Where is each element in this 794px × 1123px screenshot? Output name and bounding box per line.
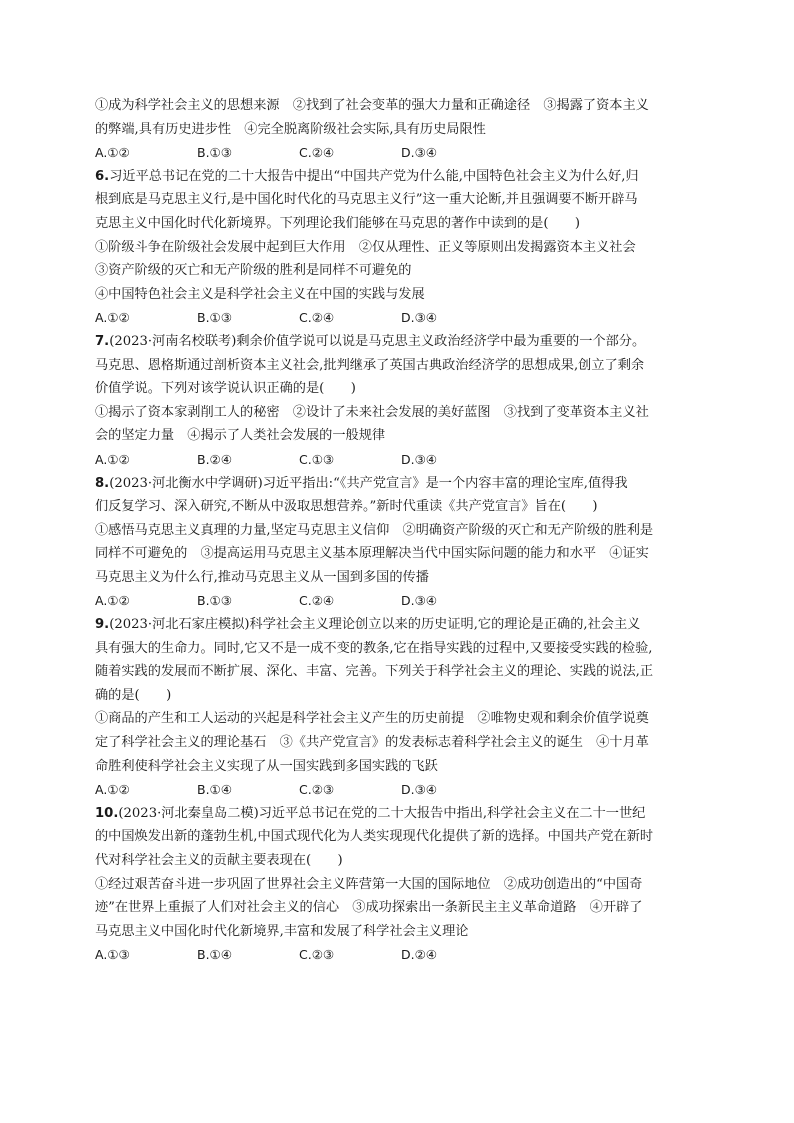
- option-d[interactable]: D.③④: [401, 451, 438, 467]
- question-stem: [95, 472, 705, 496]
- question-line: 同样不可避免的 ③提高运用马克思主义基本原理解决当代中国实际问题的能力和水平 ④证实: [95, 546, 649, 562]
- question-line: 马克思、恩格斯通过剖析资本主义社会,批判继承了英国古典政治经济学的思想成果,创立了剩余: [95, 357, 645, 373]
- option-c[interactable]: C.②③: [299, 947, 335, 963]
- question-line: 随着实践的发展而不断扩展、深化、丰富、完善。下列关于科学社会主义的理论、实践的说法,正: [95, 664, 654, 680]
- question-text: (2023·河南名校联考)剩余价值学说可以说是马克思主义政治经济学中最为重要的一个部分。: [109, 333, 646, 349]
- question-number: 10.: [95, 805, 119, 821]
- question-stem: [95, 165, 705, 189]
- question-line: ①阶级斗争在阶级社会发展中起到巨大作用 ②仅从理性、正义等原则出发揭露资本主义社会: [95, 239, 636, 255]
- question-number: 6.: [95, 168, 110, 184]
- question-line: 命胜利使科学社会主义实现了从一国实践到多国实践的飞跃: [95, 758, 438, 774]
- answer-options: [95, 306, 705, 330]
- option-a[interactable]: A.①②: [95, 145, 130, 161]
- answer-options: [95, 943, 705, 967]
- option-b[interactable]: B.①③: [197, 145, 232, 161]
- option-a[interactable]: A.①③: [95, 947, 130, 963]
- option-a[interactable]: A.①②: [95, 310, 130, 326]
- answer-options: [95, 448, 705, 472]
- option-c[interactable]: C.②④: [299, 310, 335, 326]
- option-d[interactable]: D.③④: [401, 310, 438, 326]
- answer-options: [95, 141, 705, 165]
- question-line: 会的坚定力量 ④揭示了人类社会发展的一般规律: [95, 428, 386, 444]
- question-line: 的弊端,具有历史进步性 ④完全脱离阶级社会实际,具有历史局限性: [95, 121, 486, 137]
- question-list: [95, 94, 705, 967]
- option-c[interactable]: C.②④: [299, 593, 335, 609]
- question-text: (2023·河北石家庄模拟)科学社会主义理论创立以来的历史证明,它的理论是正确的,社会主义: [109, 617, 641, 633]
- question-number: 8.: [95, 475, 110, 491]
- question-text: (2023·河北秦皇岛二模)习近平总书记在党的二十大报告中指出,科学社会主义在二十一世纪: [118, 805, 646, 821]
- option-d[interactable]: D.③④: [401, 145, 438, 161]
- question-line: ①感悟马克思主义真理的力量,坚定马克思主义信仰 ②明确资产阶级的灭亡和无产阶级的胜利是: [95, 522, 654, 538]
- option-d[interactable]: D.③④: [401, 593, 438, 609]
- question-text: (2023·河北衡水中学调研)习近平指出:“《共产党宣言》是一个内容丰富的理论宝库,值得我: [109, 475, 628, 491]
- question-8: [95, 472, 705, 614]
- option-d[interactable]: D.②④: [401, 947, 438, 963]
- question-line: 迹”在世界上重振了人们对社会主义的信心 ③成功探索出一条新民主主义革命道路 ④开辟了: [95, 900, 643, 916]
- question-stem: [95, 613, 705, 637]
- question-line: 确的是( ): [95, 687, 172, 703]
- question-line: ③资产阶级的灭亡和无产阶级的胜利是同样不可避免的: [95, 263, 412, 279]
- question-stem: [95, 802, 705, 826]
- option-c[interactable]: C.②④: [299, 145, 335, 161]
- question-line: 马克思主义中国化时代化新境界,丰富和发展了科学社会主义理论: [95, 923, 469, 939]
- question-7: [95, 330, 705, 472]
- question-number: 9.: [95, 617, 110, 633]
- question-line: 具有强大的生命力。同时,它又不是一成不变的教条,它在指导实践的过程中,又要接受实践的检验,: [95, 640, 653, 656]
- question-line: 价值学说。下列对该学说认识正确的是( ): [95, 381, 356, 397]
- question-stem: [95, 330, 705, 354]
- question-9: [95, 613, 705, 802]
- option-a[interactable]: A.①②: [95, 593, 130, 609]
- question-line: ①商品的产生和工人运动的兴起是科学社会主义产生的历史前提 ②唯物史观和剩余价值学说奠: [95, 711, 649, 727]
- question-line: 们反复学习、深入研究,不断从中汲取思想营养。”新时代重读《共产党宣言》旨在( ): [95, 499, 598, 515]
- question-5: [95, 94, 705, 165]
- question-line: 马克思主义为什么行,推动马克思主义从一国到多国的传播: [95, 569, 429, 585]
- option-a[interactable]: A.①②: [95, 782, 130, 798]
- question-line: 根到底是马克思主义行,是中国化时代化的马克思主义行”这一重大论断,并且强调要不断开辟马: [95, 192, 638, 208]
- option-b[interactable]: B.①③: [197, 593, 232, 609]
- question-10: [95, 802, 705, 967]
- option-b[interactable]: B.①③: [197, 310, 232, 326]
- answer-options: [95, 589, 705, 613]
- question-line: ①经过艰苦奋斗进一步巩固了世界社会主义阵营第一大国的国际地位 ②成功创造出的“中国奇: [95, 876, 643, 892]
- question-6: [95, 165, 705, 330]
- option-b[interactable]: B.②④: [197, 451, 232, 467]
- question-line: 的中国焕发出新的蓬勃生机,中国式现代化为人类实现现代化提供了新的选择。中国共产党在新时: [95, 829, 654, 845]
- question-number: 7.: [95, 333, 110, 349]
- option-b[interactable]: B.①④: [197, 947, 232, 963]
- question-line: 克思主义中国化时代化新境界。下列理论我们能够在马克思的著作中读到的是( ): [95, 215, 581, 231]
- question-line: 定了科学社会主义的理论基石 ③《共产党宣言》的发表标志着科学社会主义的诞生 ④十月革: [95, 735, 649, 751]
- answer-options: [95, 778, 705, 802]
- option-b[interactable]: B.①④: [197, 782, 232, 798]
- question-line: ①揭示了资本家剥削工人的秘密 ②设计了未来社会发展的美好蓝图 ③找到了变革资本主义社: [95, 404, 649, 420]
- option-c[interactable]: C.①③: [299, 451, 335, 467]
- option-d[interactable]: D.③④: [401, 782, 438, 798]
- question-line: ④中国特色社会主义是科学社会主义在中国的实践与发展: [95, 286, 425, 302]
- question-line: 代对科学社会主义的贡献主要表现在( ): [95, 853, 343, 868]
- question-text: 习近平总书记在党的二十大报告中提出“中国共产党为什么能,中国特色社会主义为什么好,归: [109, 168, 639, 184]
- question-line: ①成为科学社会主义的思想来源 ②找到了社会变革的强大力量和正确途径 ③揭露了资本主义: [95, 98, 649, 113]
- option-a[interactable]: A.①②: [95, 451, 130, 467]
- option-c[interactable]: C.②③: [299, 782, 335, 798]
